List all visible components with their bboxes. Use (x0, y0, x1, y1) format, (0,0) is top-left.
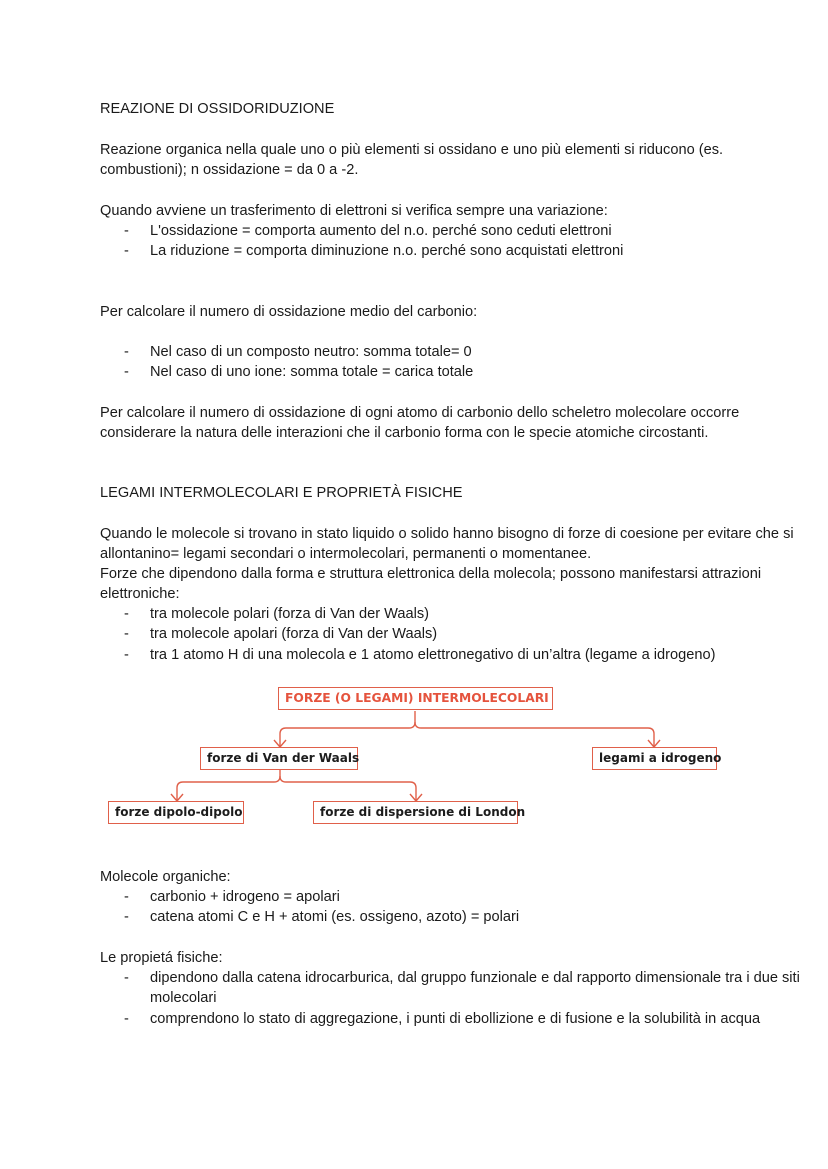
bullet-dash: - (124, 344, 129, 360)
diagram-dipole-dipole-box: forze dipolo-dipolo (108, 801, 244, 824)
redox-intro-line-2: combustioni); n ossidazione = da 0 a -2. (100, 162, 359, 178)
each-atom-line-1: Per calcolare il numero di ossidazione di ogni atomo di carbonio dello scheletro molecolare occorre (100, 405, 740, 421)
forces-line-1: Forze che dipendono dalla forma e struttura elettronica della molecola; possono manifestarsi attrazioni (100, 566, 762, 582)
redox-intro-line-1: Reazione organica nella quale uno o più elementi si ossidano e uno più elementi si riducono (es. (100, 142, 724, 158)
bullet-dash: - (124, 364, 129, 380)
section-heading-redox: REAZIONE DI OSSIDORIDUZIONE (100, 101, 335, 117)
section-heading-intermolecular: LEGAMI INTERMOLECOLARI E PROPRIETÀ FISICHE (100, 485, 463, 501)
transfer-lead: Quando avviene un trasferimento di elettroni si verifica sempre una variazione: (100, 203, 608, 219)
bullet-dash: - (124, 243, 129, 259)
forces-line-2: elettroniche: (100, 586, 180, 602)
bullet-dash: - (124, 626, 129, 642)
physical-lead: Le propietá fisiche: (100, 950, 223, 966)
bullet-dash: - (124, 889, 129, 905)
diagram-van-der-waals-box: forze di Van der Waals (200, 747, 358, 770)
bullet-dash: - (124, 647, 129, 663)
diagram-root-box: FORZE (O LEGAMI) INTERMOLECOLARI (278, 687, 553, 710)
bullet-dash: - (124, 909, 129, 925)
organic-lead: Molecole organiche: (100, 869, 231, 885)
diagram-hydrogen-bond-box: legami a idrogeno (592, 747, 717, 770)
cohesion-line-2: allontanino= legami secondari o intermolecolari, permanenti o momentanee. (100, 546, 592, 562)
bullet-dash: - (124, 606, 129, 622)
cohesion-line-1: Quando le molecole si trovano in stato liquido o solido hanno bisogno di forze di coesione per evitare che si (100, 526, 794, 542)
average-lead: Per calcolare il numero di ossidazione medio del carbonio: (100, 304, 478, 320)
bullet-dash: - (124, 1011, 129, 1027)
bullet-dash: - (124, 970, 129, 986)
each-atom-line-2: considerare la natura delle interazioni che il carbonio forma con le specie atomiche circostanti. (100, 425, 709, 441)
bullet-dash: - (124, 223, 129, 239)
diagram-london-dispersion-box: forze di dispersione di London (313, 801, 518, 824)
